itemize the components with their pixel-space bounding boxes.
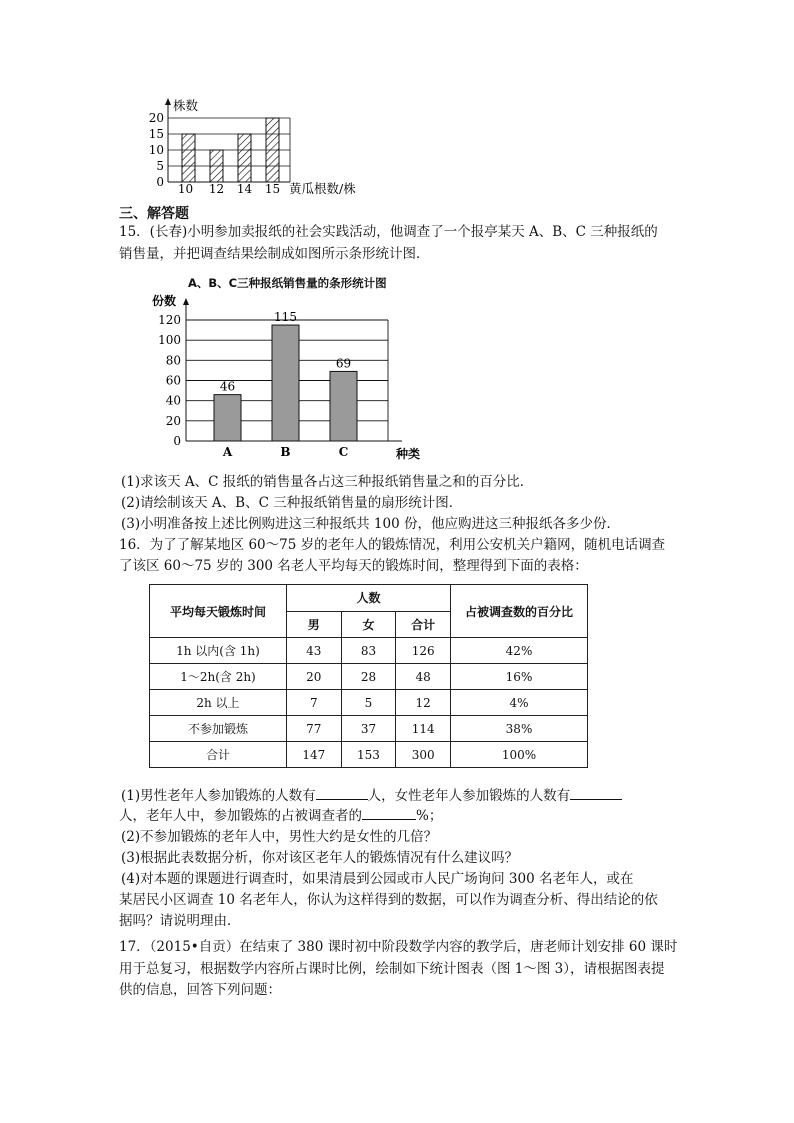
q16-sub4-line2: 某居民小区调查 10 名老年人，你认为这样得到的数据，可以作为调查分析、得出结论的依 (119, 892, 658, 908)
x-axis-label: 黄瓜根数/株 (289, 181, 356, 196)
row-label: 合计 (150, 742, 287, 768)
table-row (150, 742, 588, 768)
q15-sub3: (3)小明准备按上述比例购进这三种报纸共 100 份，他应购进这三种报纸各多少份． (121, 516, 620, 532)
row-label: 2h 以上 (150, 690, 287, 716)
y-tick-label: 100 (158, 333, 181, 348)
q15-sub1: (1)求该天 A、C 报纸的销售量各占这三种报纸销售量之和的百分比． (121, 474, 534, 490)
q17-line1: 17．（2015•自贡）在结束了 380 课时初中阶段数学内容的教学后，唐老师计划安排 60 课时 (119, 939, 678, 955)
cell-total: 12 (396, 690, 451, 716)
cell-percent: 38% (451, 716, 588, 742)
answer-blank[interactable] (570, 785, 622, 800)
q15-sub2: (2)请绘制该天 A、B、C 三种报纸销售量的扇形统计图． (121, 495, 463, 511)
cell-male: 7 (286, 690, 341, 716)
x-tick-label: A (222, 445, 233, 459)
y-tick-label: 15 (148, 127, 164, 141)
x-tick-label: 15 (264, 182, 281, 196)
newspaper-bar-chart (140, 292, 440, 464)
cell-percent: 4% (451, 690, 588, 716)
cell-male: 20 (286, 664, 341, 690)
header-time: 平均每天锻炼时间 (150, 585, 287, 638)
cell-female: 153 (341, 742, 396, 768)
q15-line1: 15．(长春)小明参加卖报纸的社会实践活动，他调查了一个报亭某天 A、B、C 三种报纸的 (119, 224, 658, 240)
bar (238, 134, 251, 182)
y-tick-label: 10 (148, 143, 164, 157)
row-label: 不参加锻炼 (150, 716, 287, 742)
cell-male: 77 (286, 716, 341, 742)
table-row (150, 690, 588, 716)
header-male: 男 (286, 611, 341, 638)
y-tick-label: 0 (173, 434, 181, 448)
y-tick-label: 40 (165, 393, 181, 408)
bar (330, 371, 357, 441)
q17-line3: 供的信息，回答下列问题： (119, 982, 281, 998)
cell-total: 114 (396, 716, 451, 742)
answer-blank[interactable] (316, 785, 368, 800)
y-axis-label: 份数 (152, 294, 177, 308)
q16-sub1-line1: (1)男性老年人参加锻炼的人数有 人，女性老年人参加锻炼的人数有 (121, 785, 622, 806)
cell-percent: 42% (451, 638, 588, 664)
y-axis-arrow (183, 298, 189, 305)
answer-blank[interactable] (362, 805, 416, 820)
y-axis-label: 株数 (173, 98, 199, 113)
cell-female: 83 (341, 638, 396, 664)
cell-female: 28 (341, 664, 396, 690)
y-tick-label: 120 (158, 313, 181, 327)
cell-total: 300 (396, 742, 451, 768)
bar (214, 395, 241, 441)
cucumber-bar-chart (140, 96, 380, 198)
header-total: 合计 (396, 611, 451, 638)
cell-percent: 100% (451, 742, 588, 768)
q15-line2: 销售量，并把调查结果绘制成如图所示条形统计图． (119, 246, 430, 262)
q16-sub4-line1: (4)对本题的课题进行调查时，如果清晨到公园或市人民广场询问 300 名老年人，或在 (121, 871, 634, 887)
cell-male: 43 (286, 638, 341, 664)
bar (266, 118, 279, 182)
row-label: 1h 以内(含 1h) (150, 638, 287, 664)
q16-line2: 了该区 60～75 岁的 300 名老人平均每天的锻炼时间，整理得到下面的表格： (119, 558, 588, 574)
x-tick-label: 10 (177, 182, 194, 196)
cell-total: 126 (396, 638, 451, 664)
x-tick-label: C (338, 445, 349, 459)
cell-female: 37 (341, 716, 396, 742)
table-row (150, 716, 588, 742)
x-tick-label: 14 (236, 182, 253, 196)
header-percent: 占被调查数的百分比 (451, 585, 588, 638)
cell-male: 147 (286, 742, 341, 768)
value-label: 46 (219, 379, 236, 394)
section-heading: 三、解答题 (119, 206, 189, 222)
cell-female: 5 (341, 690, 396, 716)
y-tick-label: 20 (148, 111, 164, 125)
value-label: 115 (274, 310, 297, 325)
row-label: 1～2h(含 2h) (150, 664, 287, 690)
q16-sub3: (3)根据此表数据分析，你对该区老年人的锻炼情况有什么建议吗？ (121, 850, 519, 866)
table-row (150, 664, 588, 690)
x-tick-label: B (280, 445, 291, 459)
q16-sub1-line2: 人，老年人中，参加锻炼的占被调查者的 %； (119, 805, 442, 826)
chart-title: A、B、C三种报纸销售量的条形统计图 (188, 276, 387, 290)
bar (210, 150, 223, 182)
cell-percent: 16% (451, 664, 588, 690)
q16-line1: 16．为了了解某地区 60～75 岁的老年人的锻炼情况，利用公安机关户籍网，随机电话调查 (119, 537, 666, 553)
q16-sub4-line3: 据吗？请说明理由． (119, 913, 241, 929)
y-tick-label: 0 (156, 175, 164, 189)
q17-line2: 用于总复习，根据数学内容所占课时比例，绘制如下统计图表（图 1～图 3），请根据图表提 (119, 961, 665, 977)
x-axis-label: 种类 (396, 447, 421, 461)
value-label: 69 (335, 356, 352, 371)
y-tick-label: 60 (165, 373, 181, 388)
y-tick-label: 5 (156, 159, 164, 173)
y-axis-arrow (165, 98, 171, 105)
table-row (150, 638, 588, 664)
bar (182, 134, 195, 182)
exercise-table (149, 584, 588, 768)
bar (272, 325, 299, 441)
y-tick-label: 20 (165, 413, 181, 428)
q16-sub2: (2)不参加锻炼的老年人中，男性大约是女性的几倍？ (121, 829, 438, 845)
cell-total: 48 (396, 664, 451, 690)
y-tick-label: 80 (165, 353, 181, 368)
header-female: 女 (341, 611, 396, 638)
header-people: 人数 (286, 585, 450, 612)
x-tick-label: 12 (208, 182, 225, 196)
